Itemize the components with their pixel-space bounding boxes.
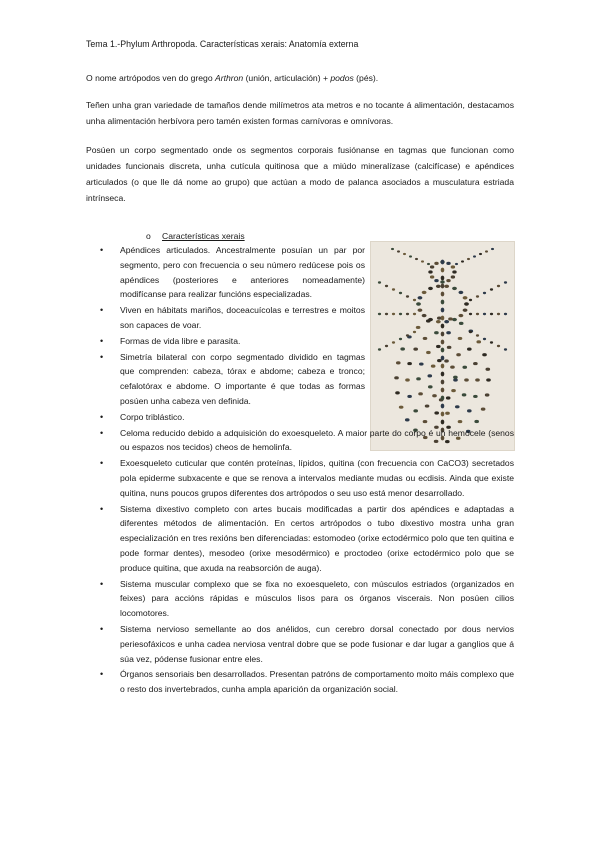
- subheading-text: Características xerais: [162, 231, 245, 241]
- bullet-icon: •: [100, 458, 104, 469]
- list-item: [100, 667, 514, 697]
- list-item-text: Corpo triblástico.: [120, 411, 185, 422]
- list-item-text: Órganos sensoriais ben desarrollados. Presentan patróns de comportamento moito máis complexo que o resto dos invertebrados, cunha ampla aparición da organización social.: [120, 669, 514, 695]
- list-item: [100, 502, 514, 576]
- list-item-text: Simetría bilateral con corpo segmentado dividido en tagmas que comprenden: cabeza, tórax e abdome; cabeza e tronco; cefalotórax e abdome. O importante é que todas as formas posúen unha cabeza ven definida.: [120, 351, 365, 406]
- bullet-icon: •: [100, 411, 104, 422]
- intro-text: O nome artrópodos ven do grego: [86, 73, 215, 83]
- bullet-icon: •: [100, 351, 104, 362]
- bullet-icon: •: [100, 578, 104, 589]
- intro-text: (pés).: [353, 73, 379, 83]
- bullet-icon: •: [100, 335, 104, 346]
- list-item-text: Sistema dixestivo completo con artes bucais modificadas a partir dos apéndices e adaptadas a diferentes métodos de alimentación. En certos artrópodos o tubo dixestivo mostra unha gran especialización en tres rexións ben diferenciadas: estomodeo (orixe ectodérmico polo que ten quitina e pode formar dentes), mesodeo (orixe mesodérmico) e proctodeo (orixe ectodérmico polo que se produce quitina, que axuda na reabsorción de auga).: [120, 503, 514, 573]
- intro-paragraph: [86, 70, 514, 86]
- list-item: [100, 303, 365, 333]
- list-item-text: Celoma reducido debido a adquisición do exoesqueleto. A maior parte do corpo é un hemocele (senos ou espazos nos tecidos) cheos de hemolinfa.: [120, 427, 514, 453]
- bullet-icon: •: [100, 623, 104, 634]
- term-arthron: Arthron: [215, 73, 244, 83]
- list-item: [100, 243, 365, 302]
- list-item-text: Apéndices articulados. Ancestralmente posuían un par por segmento, pero con frecuencia o seu número redúcese pois os apéndices (posteriores e anteriores nomeadamente) modifícanse para realizar funcións especializadas.: [120, 245, 365, 300]
- list-item-text: Formas de vida libre e parasita.: [120, 335, 241, 346]
- bullet-icon: •: [100, 669, 104, 680]
- list-item: [100, 334, 365, 349]
- list-item-text: Sistema muscular complexo que se fixa no exoesqueleto, con músculos estriados (organizados en feixes) para accións rápidas e músculos lisos para os órganos viscerais. Non posúen cilios locomotores.: [120, 578, 514, 619]
- section-subheading: [146, 231, 245, 241]
- term-podos: podos: [330, 73, 354, 83]
- paragraph-body-plan: Posúen un corpo segmentado onde os segmentos corporais fusiónanse en tagmas que funcionan como unidades funcionais discreta, unha cutícula quitinosa que a miúdo mineralízase (calcifícase) e apéndices articulados (o que lle dá nome ao grupo) que actúan a modo de palanca asociados a musculatura estriada intrínseca.: [86, 145, 514, 203]
- list-item-text: Viven en hábitats mariños, doceacuícolas e terrestres e moitos son capaces de voar.: [120, 305, 365, 330]
- list-item: [100, 426, 514, 456]
- paragraph-size-diet: Teñen unha gran variedade de tamaños dende milímetros ata metros e no tocante á alimentación, destacamos unha alimentación herbívora pero tamén existen formas carnívoras e omnívoras.: [86, 100, 514, 126]
- list-item: [100, 410, 365, 425]
- page-header: Tema 1.-Phylum Arthropoda. Características xerais: Anatomía externa: [86, 39, 359, 49]
- list-item-text: Sistema nervioso semellante ao dos anélidos, cun cerebro dorsal conectado por dous nervios periesofáxicos e unha cadea nerviosa ventral dobre que se pode fusionar e dar lugar a ganglios que á súa vez, pódense fusionar entre eles.: [120, 623, 514, 664]
- characteristics-list: [100, 243, 514, 698]
- list-item: [100, 350, 365, 409]
- list-item: [100, 622, 514, 666]
- bullet-icon: •: [100, 245, 104, 255]
- intro-text: (unión, articulación) +: [243, 73, 331, 83]
- list-item-text: Exoesqueleto cuticular que contén proteínas, lípidos, quitina (con frecuencia con CaCO3) secretados pola epiderme subxacente e que se renova a intervalos mediante mudas ou ecdisis. Ainda que existe quitina, nuns poucos grupos diferentes dos artrópodos o seu uso está menor desarrollado.: [120, 458, 514, 498]
- list-marker: o: [146, 231, 151, 241]
- list-item: [100, 456, 514, 500]
- bullet-icon: •: [100, 305, 104, 316]
- bullet-icon: •: [100, 503, 104, 514]
- bullet-icon: •: [100, 427, 104, 438]
- list-item: [100, 577, 514, 621]
